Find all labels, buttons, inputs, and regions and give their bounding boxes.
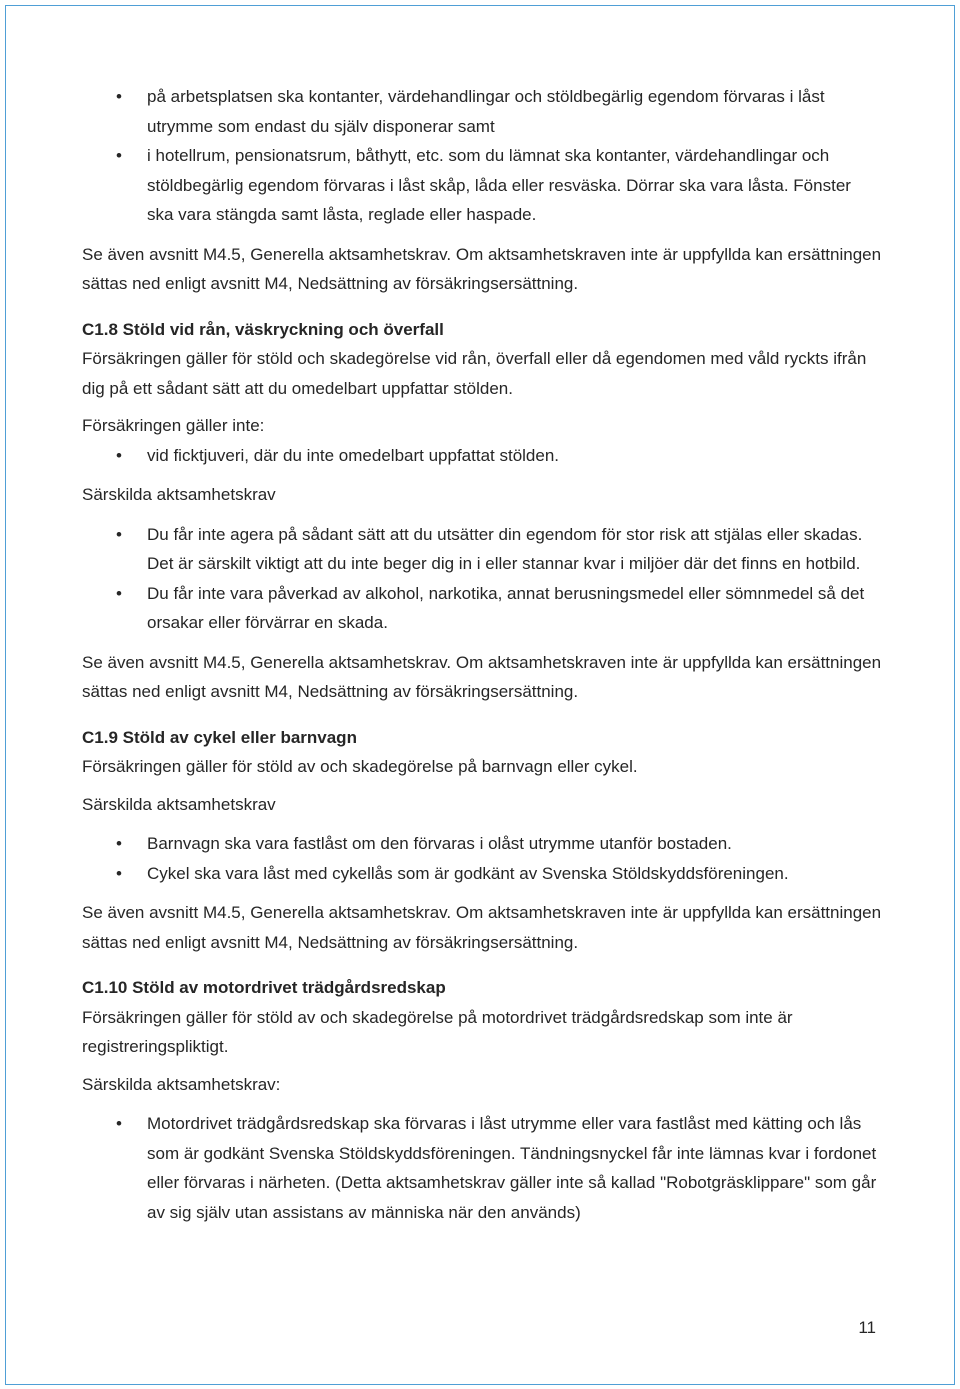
document-body	[82, 82, 882, 1227]
list-item: • i hotellrum, pensionatsrum, båthytt, etc. som du lämnat ska kontanter, värdehandlingar och stöldbegärlig egendom förvaras i låst skåp, låda eller resväska. Dörrar ska vara låsta. Fönster ska vara stängda samt låsta, reglade eller haspade.	[82, 141, 882, 230]
requirements-list	[82, 829, 882, 888]
list-item: • vid ficktjuveri, där du inte omedelbart uppfattat stölden.	[82, 441, 882, 471]
section-heading-c19: C1.9 Stöld av cykel eller barnvagn	[82, 727, 357, 747]
exclusion-label: Försäkringen gäller inte:	[82, 416, 265, 435]
list-item: • Cykel ska vara låst med cykellås som är godkänt av Svenska Stöldskyddsföreningen.	[82, 859, 882, 889]
see-also-paragraph: Se även avsnitt M4.5, Generella aktsamhetskrav. Om aktsamhetskraven inte är uppfyllda kan ersättningen sättas ned enligt avsnitt M4, Nedsättning av försäkringsersättning.	[82, 903, 882, 952]
section-body-c18: Försäkringen gäller för stöld och skadegörelse vid rån, överfall eller då egendomen med våld ryckts ifrån dig på ett sådant sätt att du omedelbart uppfattar stölden.	[82, 349, 867, 398]
section-heading-c110: C1.10 Stöld av motordrivet trädgårdsredskap	[82, 978, 446, 997]
exclusion-list	[82, 441, 882, 471]
list-item: • Barnvagn ska vara fastlåst om den förvaras i olåst utrymme utanför bostaden.	[82, 829, 882, 859]
section-body-c19: Försäkringen gäller för stöld av och skadegörelse på barnvagn eller cykel.	[82, 757, 638, 776]
requirements-label: Särskilda aktsamhetskrav:	[82, 1074, 281, 1094]
list-item: • Du får inte agera på sådant sätt att du utsätter din egendom för stor risk att stjälas eller skadas. Det är särskilt viktigt att du inte beger dig in i eller stannar kvar i miljöer där det finns en hotbild.	[82, 520, 882, 579]
see-also-paragraph: Se även avsnitt M4.5, Generella aktsamhetskrav. Om aktsamhetskraven inte är uppfyllda kan ersättningen sättas ned enligt avsnitt M4, Nedsättning av försäkringsersättning.	[82, 652, 882, 701]
see-also-paragraph: Se även avsnitt M4.5, Generella aktsamhetskrav. Om aktsamhetskraven inte är uppfyllda kan ersättningen sättas ned enligt avsnitt M4, Nedsättning av försäkringsersättning.	[82, 244, 882, 293]
bullet-icon: •	[116, 863, 122, 883]
bullet-icon: •	[116, 1114, 122, 1133]
requirements-list	[82, 1109, 882, 1227]
requirements-label: Särskilda aktsamhetskrav	[82, 485, 276, 504]
requirements-list	[82, 520, 882, 638]
page-number: 11	[858, 1318, 876, 1337]
intro-list	[82, 82, 882, 230]
section-heading-c18: C1.8 Stöld vid rån, väskryckning och överfall	[82, 319, 444, 339]
requirements-label: Särskilda aktsamhetskrav	[82, 794, 276, 814]
bullet-icon: •	[116, 87, 122, 106]
bullet-icon: •	[116, 146, 122, 165]
list-item: • Du får inte vara påverkad av alkohol, narkotika, annat berusningsmedel eller sömnmedel så det orsakar eller förvärrar en skada.	[82, 579, 882, 638]
bullet-icon: •	[116, 583, 122, 603]
list-item: • Motordrivet trädgårdsredskap ska förvaras i låst utrymme eller vara fastlåst med kätting och lås som är godkänt Svenska Stöldskyddsföreningen. Tändningsnyckel får inte lämnas kvar i fordonet eller förvaras i närheten. (Detta aktsamhetskrav gäller inte så kallad "Robotgräsklippare" som går av sig själv utan assistans av människa när den används)	[82, 1109, 882, 1227]
section-body-c110: Försäkringen gäller för stöld av och skadegörelse på motordrivet trädgårdsredskap som inte är registreringspliktigt.	[82, 1007, 793, 1056]
bullet-icon: •	[116, 524, 122, 544]
bullet-icon: •	[116, 445, 122, 465]
list-item: • på arbetsplatsen ska kontanter, värdehandlingar och stöldbegärlig egendom förvaras i låst utrymme som endast du själv disponerar samt	[82, 82, 882, 141]
bullet-icon: •	[116, 834, 122, 853]
